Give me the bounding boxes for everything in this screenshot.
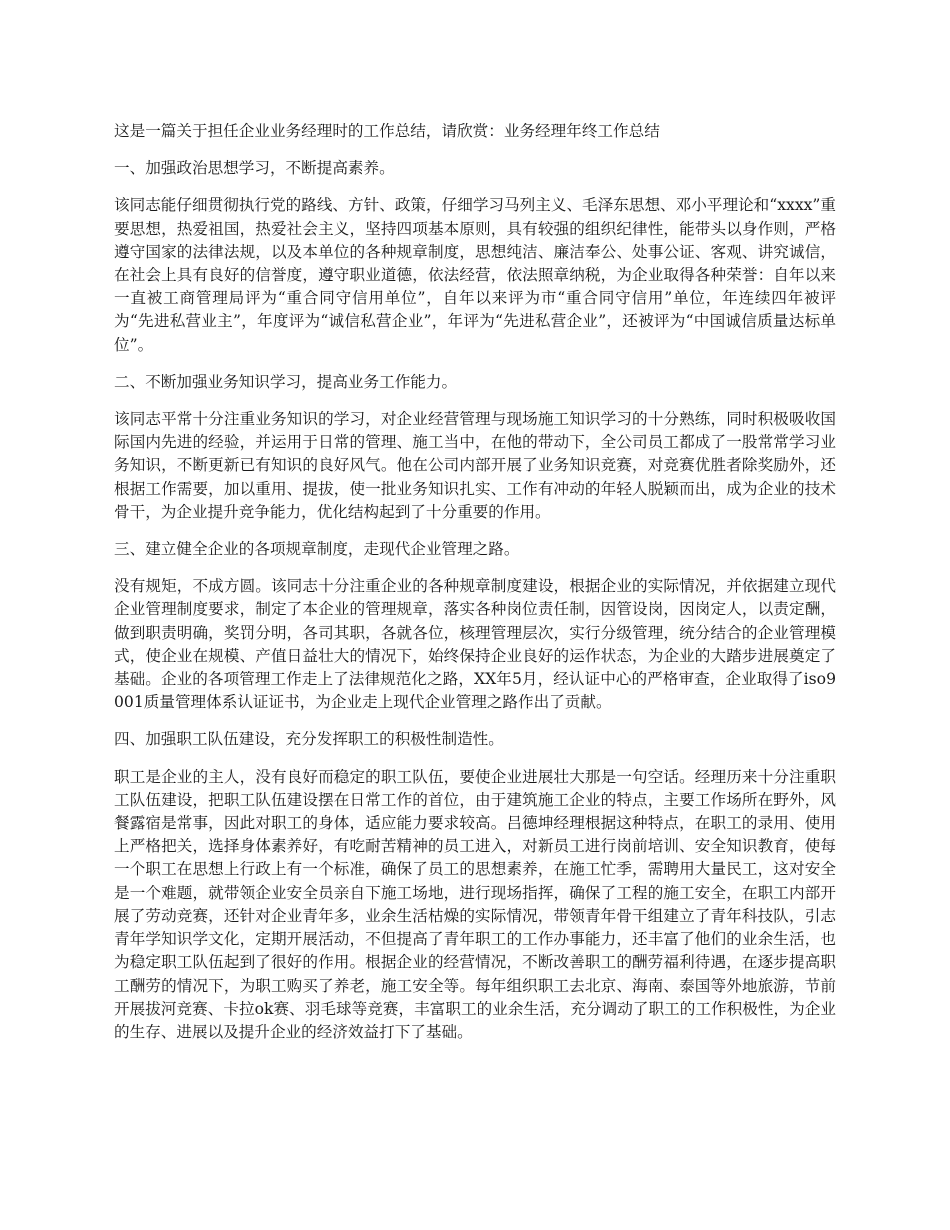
section-paragraph-3: 没有规矩，不成方圆。该同志十分注重企业的各种规章制度建设，根据企业的实际情况，并依据建立现代企业管理制度要求，制定了本企业的管理规章，落实各种岗位责任制，因管设岗，因岗定人，以责定酬，做到职责明确，奖罚分明，各司其职，各就各位，核理管理层次，实行分级管理，统分结合的企业管理模式，使企业在规模、产值日益壮大的情况下，始终保持企业良好的运作状态，为企业的大踏步进展奠定了基础。企业的各项管理工作走上了法律规范化之路，XX年5月，经认证中心的严格审查，企业取得了iso9001质量管理体系认证证书，为企业走上现代企业管理之路作出了贡献。: [114, 577, 836, 712]
section-paragraph-4: 职工是企业的主人，没有良好而稳定的职工队伍，要使企业进展壮大那是一句空话。经理历来十分注重职工队伍建设，把职工队伍建设摆在日常工作的首位，由于建筑施工企业的特点，主要工作场所在野外，风餐露宿是常事，因此对职工的身体，适应能力要求较高。吕德坤经理根据这种特点，在职工的录用、使用上严格把关，选择身体素养好，有吃耐苦精神的员工进入，对新员工进行岗前培训、安全知识教育，使每一个职工在思想上行政上有一个标准，确保了员工的思想素养，在施工忙季，需聘用大量民工，这对安全是一个难题，就带领企业安全员亲自下施工场地，进行现场指挥，确保了工程的施工安全，在职工内部开展了劳动竞赛，还针对企业青年多，业余生活枯燥的实际情况，带领青年骨干组建立了青年科技队，引志青年学知识学文化，定期开展活动，不但提高了青年职工的工作办事能力，还丰富了他们的业余生活，也为稳定职工队伍起到了很好的作用。根据企业的经营情况，不断改善职工的酬劳福利待遇，在逐步提高职工酬劳的情况下，为职工购买了养老，施工安全等。每年组织职工去北京、海南、泰国等外地旅游，节前开展拔河竞赛、卡拉ok赛、羽毛球等竞赛，丰富职工的业余生活，充分调动了职工的工作积极性，为企业的生存、进展以及提升企业的经济效益打下了基础。: [114, 767, 836, 1041]
section-heading-2: 二、不断加强业务知识学习，提高业务工作能力。: [114, 372, 458, 391]
section-paragraph-1: 该同志能仔细贯彻执行党的路线、方针、政策，仔细学习马列主义、毛泽东思想、邓小平理论和“xxxx”重要思想，热爱祖国，热爱社会主义，坚持四项基本原则，具有较强的组织纪律性，能带头以身作则，严格遵守国家的法律法规，以及本单位的各种规章制度，思想纯洁、廉洁奉公、处事公证、客观、讲究诚信，在社会上具有良好的信誉度，遵守职业道德，依法经营，依法照章纳税，为企业取得各种荣誉：自年以来一直被工商管理局评为“重合同守信用单位”，自年以来评为市“重合同守信用”单位，年连续四年被评为“先进私营业主”，年度评为“诚信私营企业”，年评为“先进私营企业”，还被评为“中国诚信质量达标单位”。: [114, 196, 836, 354]
document-body: [114, 120, 836, 1058]
section-heading-1: 一、加强政治思想学习，不断提高素养。: [114, 159, 395, 178]
section-heading-4: 四、加强职工队伍建设，充分发挥职工的积极性制造性。: [114, 730, 504, 749]
intro-line: 这是一篇关于担任企业业务经理时的工作总结，请欣赏：业务经理年终工作总结: [114, 122, 660, 140]
section-paragraph-2: 该同志平常十分注重业务知识的学习，对企业经营管理与现场施工知识学习的十分熟练，同时积极吸收国际国内先进的经验，并运用于日常的管理、施工当中，在他的带动下，全公司员工都成了一股常常学习业务知识，不断更新已有知识的良好风气。他在公司内部开展了业务知识竞赛，对竞赛优胜者除奖励外，还根据工作需要，加以重用、提拔，使一批业务知识扎实、工作有冲动的年轻人脱颖而出，成为企业的技术骨干，为企业提升竞争能力，优化结构起到了十分重要的作用。: [114, 410, 836, 521]
section-heading-3: 三、建立健全企业的各项规章制度，走现代企业管理之路。: [114, 540, 520, 559]
